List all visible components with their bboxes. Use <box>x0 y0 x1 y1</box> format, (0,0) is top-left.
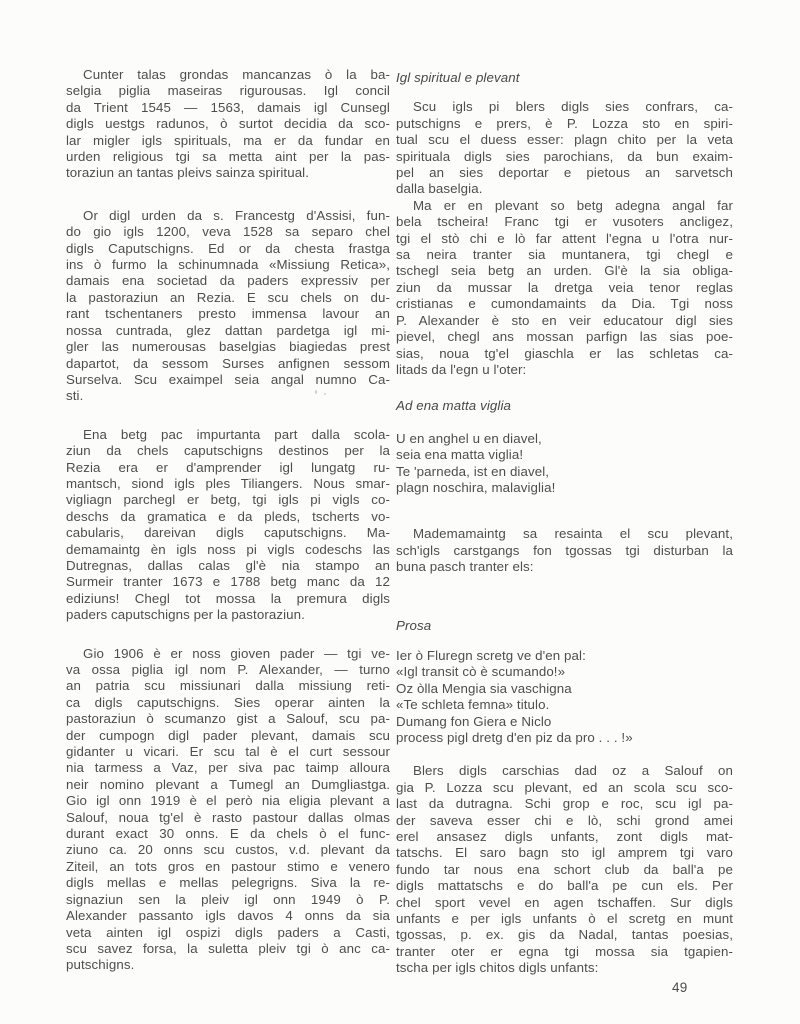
text-line: lar migler igls spirituals, ma er da fundar en <box>66 132 390 148</box>
paragraph <box>66 427 390 624</box>
text-line: tatschs. El saro bagn sto igl amprem tgi varo <box>396 845 733 861</box>
paragraph <box>396 526 733 575</box>
text-line: Salouf, noua tg'el è rasto pastour dallas olmas <box>66 809 390 825</box>
text-line: Ma er en plevant so betg adegna angal far <box>413 197 733 213</box>
text-line: seia ena matta viglia! <box>396 447 524 463</box>
paragraph <box>66 208 390 405</box>
text-line: digls mattatschs e do ball'a pe cun els. Per <box>396 878 733 894</box>
text-line: sti. <box>66 388 84 404</box>
text-line: litads da l'egn u l'oter: <box>396 361 527 377</box>
paragraph <box>66 646 390 974</box>
text-line: Rezia era er d'amprender igl lungatg ru- <box>66 459 390 475</box>
text-line: tual scu el duess esser: plagn chito per la veta <box>396 132 733 148</box>
text-line: veta ainten igl ospizi digls paders a Casti, <box>66 924 390 940</box>
text-line: Alexander passanto igls davos 4 onns da sia <box>66 908 390 924</box>
poem-heading: Ad ena matta viglia <box>396 398 511 414</box>
text-line: ziuno ca. 20 onns scu custos, v.d. plevant da <box>66 842 390 858</box>
text-line: cristianas e cumondamaints da Dia. Tgi noss <box>396 296 733 312</box>
text-line: demamaintg èn igls noss pi vigls codeschs las <box>66 541 390 557</box>
text-line: Gio 1906 è er noss gioven pader — tgi ve- <box>83 645 390 661</box>
text-line: do gio igls 1200, veva 1528 sa separo chel <box>66 224 390 240</box>
text-line: selgia piglia maseiras rigurousas. Igl concil <box>66 83 390 99</box>
text-line: nia tarmess a Vaz, per siva pac taimp alloura <box>66 760 390 776</box>
text-line: mantsch, siond igls ples Tiliangers. Nous smar- <box>66 475 390 491</box>
text-line: digls Caputschigns. Ed or da chesta frastga <box>66 240 390 256</box>
text-line: U en anghel u en diavel, <box>396 430 542 446</box>
text-line: bela tscheira! Franc tgi er vusoters ancligez, <box>396 214 733 230</box>
poem <box>396 431 733 497</box>
text-line: neir nomino plevant a Tumegl an Dumgliastga. <box>66 776 390 792</box>
text-line: toraziun an tantas pleivs sainza spiritual. <box>66 165 310 181</box>
text-line: gia P. Lozza scu plevant, ed an scola scu sco- <box>396 779 733 795</box>
text-line: last da dutragna. Schi grop e roc, scu igl pa- <box>396 796 733 812</box>
text-line: gidanter u vicari. Er scu tal è el curt sessour <box>66 744 390 760</box>
text-line: dapartot, da sessom Surses anfignen sessom <box>66 355 390 371</box>
paragraph <box>396 198 733 378</box>
text-line: la pastoraziun an Rezia. E scu chels on du- <box>66 289 390 305</box>
text-line: tscha per igls chitos digls unfants: <box>396 960 599 976</box>
text-line: Dutregnas, dallas calas gl'è nia stampo an <box>66 557 390 573</box>
paragraph <box>396 763 733 976</box>
text-line: sch'igls carstgangs fon tgossas tgi disturban la <box>396 542 733 558</box>
text-line: Ier ò Fluregn scretg ve d'en pal: <box>396 647 586 663</box>
text-line: der cumpogn digl pader plevant, damais scu <box>66 727 390 743</box>
text-line: Ena betg pac impurtanta part dalla scola- <box>83 426 390 442</box>
text-line: Surselva. Scu exaimpel seia angal numno Ca- <box>66 371 390 387</box>
text-line: plagn noschira, malaviglia! <box>396 479 556 495</box>
text-line: da Trient 1545 — 1563, damais igl Cunsegl <box>66 99 390 115</box>
text-line: Ziteil, an tots gros en pastour stimo e venero <box>66 858 390 874</box>
text-line: durant exact 30 onns. E da chels ò el func- <box>66 826 390 842</box>
text-line: Surmeir tranter 1673 e 1788 betg manc da 12 <box>66 574 390 590</box>
text-line: ca digls caputschigns. Sies operar ainten la <box>66 694 390 710</box>
text-line: spirituala digls sies parochians, da bun exaim- <box>396 148 733 164</box>
text-line: putschigns. <box>66 957 135 973</box>
text-line: Scu igls pi blers digls sies confrars, ca- <box>413 99 733 115</box>
text-line: unfants e per igls unfants ò el scretg en munt <box>396 911 733 927</box>
text-line: tranter oter er egna tgi mossa sia tgapien- <box>396 943 733 959</box>
text-line: Cunter talas grondas mancanzas ò la ba- <box>83 67 390 82</box>
paragraph <box>396 99 733 197</box>
text-line: digls mellas e mellas pelegrigns. Siva la re- <box>66 875 390 891</box>
text-line: cabularis, dareivan digls caputschigns. Ma- <box>66 525 390 541</box>
text-line: tgossas, p. ex. gis da Nadal, tantas poesias, <box>396 927 733 943</box>
text-line: Blers digls carschias dad oz a Salouf on <box>413 763 733 779</box>
text-line: ziun da chels caputschigns destinos per la <box>66 443 390 459</box>
text-line: pastoraziun ò scumanzo gist a Salouf, scu pa- <box>66 711 390 727</box>
text-line: dalla baselgia. <box>396 181 483 197</box>
text-line: nossa cuntrada, glez dattan pardetga igl mi- <box>66 322 390 338</box>
text-line: pel an sies deportar e pietous an sarvetsch <box>396 165 733 181</box>
text-line: tgi el stò chi e lò far attent l'egna u l'otra nur- <box>396 230 733 246</box>
text-line: sa neira tranter sia muntanera, tgi chegl e <box>396 247 733 263</box>
text-line: P. Alexander è sto en veir educatour digl sies <box>396 312 733 328</box>
text-line: scu savez forsa, la suletta pleiv tgi ò anc ca- <box>66 940 390 956</box>
text-line: tschegl seia betg an urden. Gl'è la sia obliga- <box>396 263 733 279</box>
prosa-verse <box>396 648 733 746</box>
text-line: pievel, chegl ans mossan parfign las sias poe- <box>396 329 733 345</box>
text-line: Or digl urden da s. Francestg d'Assisi, fun- <box>83 207 390 223</box>
text-line: erel ansasez digls unfants, zont digls mat- <box>396 829 733 845</box>
right-column <box>396 70 733 977</box>
text-line: process pigl dretg d'en piz da pro . . . !» <box>396 730 633 745</box>
text-line: an patria scu missiunari dalla missiung reti- <box>66 678 390 694</box>
text-line: ins ò furmo la schinumnada «Missiung Retica», <box>66 257 390 273</box>
text-line: gler las numerousas baselgias biagiedas prest <box>66 339 390 355</box>
text-line: vigliagn parchegl er betg, tgi igls pi vigls co- <box>66 492 390 508</box>
text-line: rant tschentaners presto immensa lavour an <box>66 306 390 322</box>
left-column <box>66 67 390 974</box>
text-line: Mademamaintg sa resainta el scu plevant, <box>413 526 733 542</box>
text-line: putschigns e prers, è P. Lozza sto en spiri- <box>396 115 733 131</box>
text-line: paders caputschigns per la pastoraziun. <box>66 607 305 623</box>
text-line: Dumang fon Giera e Niclo <box>396 713 552 729</box>
text-line: digls uestgs radunos, ò surtot decidia da sco- <box>66 116 390 132</box>
text-line: sias, noua tg'el giaschla er las schletas ca- <box>396 345 733 361</box>
text-line: «Igl transit cò è scumando!» <box>396 664 566 680</box>
text-line: damais ena societad da paders expressiv per <box>66 273 390 289</box>
text-line: Oz òlla Mengia sia vaschigna <box>396 680 572 696</box>
text-line: Gio igl onn 1919 è el però nia eligia plevant a <box>66 793 390 809</box>
text-line: buna pasch tranter els: <box>396 559 534 575</box>
text-line: signaziun sen la pleiv igl onn 1949 ò P. <box>66 891 390 907</box>
text-line: ziun da mussar la dretga veia tenor reglas <box>396 279 733 295</box>
section-heading: Igl spiritual e plevant <box>396 70 520 85</box>
paragraph <box>66 67 390 182</box>
prosa-heading: Prosa <box>396 617 432 633</box>
text-line: Te 'parneda, ist en diavel, <box>396 463 550 479</box>
text-line: «Te schleta femna» titulo. <box>396 697 550 713</box>
text-line: ediziuns! Chegl tot mossa la premura digls <box>66 590 390 606</box>
page-number: 49 <box>672 980 688 995</box>
text-line: chel sport vevel en agen tschaffen. Sur digls <box>396 894 733 910</box>
text-line: va ossa piglia igl nom P. Alexander, — turno <box>66 662 390 677</box>
text-line: fundo tar nous ena schort club da ball'a pe <box>396 861 733 877</box>
text-line: urden religious tgi sa metta aint per la pas- <box>66 149 390 165</box>
text-line: der saveva esser chi e lò, schi grond amei <box>396 812 733 828</box>
text-line: deschs da gramatica e da pleds, tscherts vo- <box>66 508 390 524</box>
scan-artifact <box>315 390 329 396</box>
